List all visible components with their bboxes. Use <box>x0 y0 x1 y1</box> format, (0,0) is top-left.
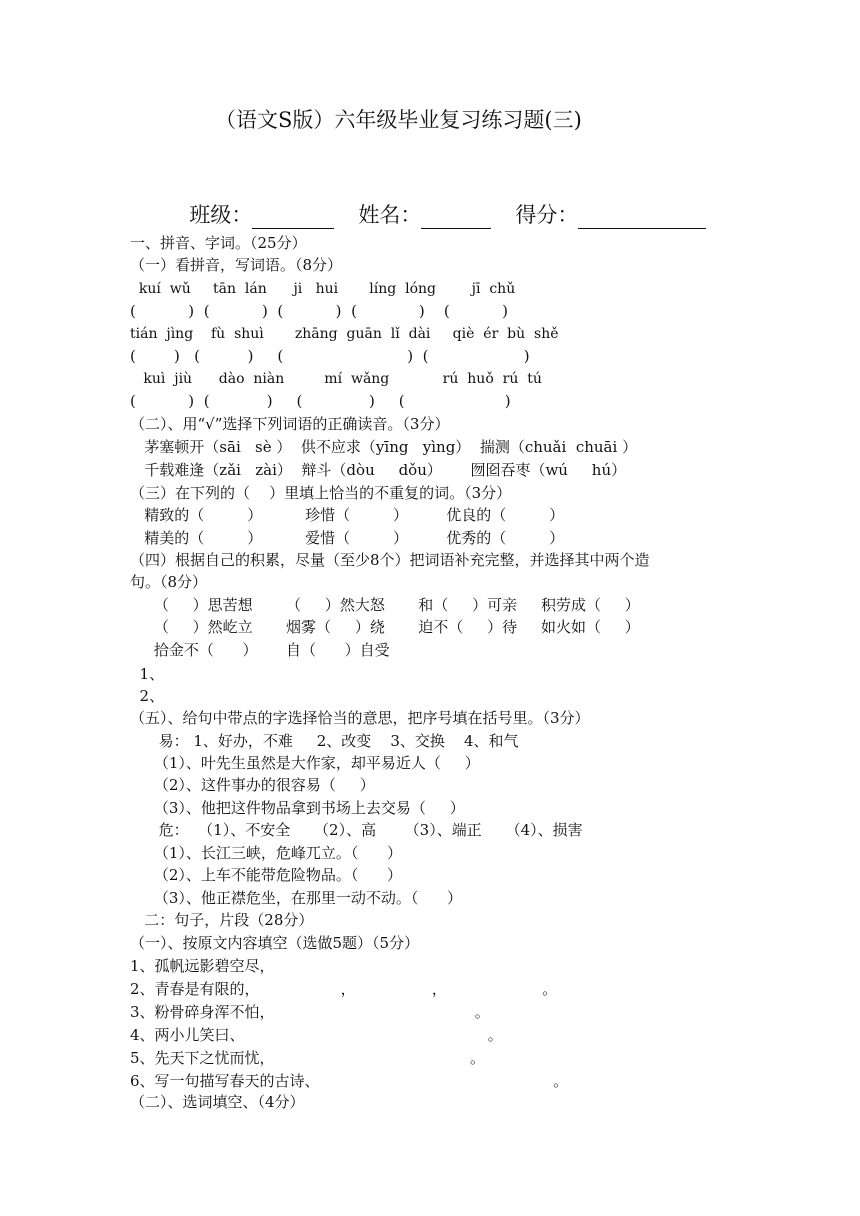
meaning-question[interactable]: （3）、他正襟危坐，在那里一动不动。（ ） <box>130 889 462 907</box>
class-label: 班级： <box>189 203 253 227</box>
sentence-answer-1[interactable]: 1、 <box>130 665 165 683</box>
meaning-question[interactable]: （2）、上车不能带危险物品。（ ） <box>130 866 402 884</box>
fill-word-row[interactable]: 精致的（ ） 珍惜（ ） 优良的（ ） <box>130 506 565 524</box>
s2-part-2-title: （二）、选词填空、（4分） <box>130 1093 305 1111</box>
part-2-title: （二）、用“√”选择下列词语的正确读音。（3分） <box>130 415 450 433</box>
name-label: 姓名： <box>358 203 422 227</box>
recite-line[interactable]: 1、孤帆远影碧空尽， <box>130 957 275 975</box>
answer-bracket-row[interactable]: ( ) ( ) ( ) ( ) ( ) <box>130 302 508 320</box>
meaning-question[interactable]: （2）、这件事办的很容易（ ） <box>130 776 375 794</box>
idiom-row[interactable]: 拾金不（ ） 自（ ）自受 <box>130 641 390 659</box>
pronunciation-row: 千载难逢（zǎi zài） 辩斗（dòu dǒu） 囫囵吞枣（wú hú） <box>130 461 627 479</box>
page-title: （语文S版）六年级毕业复习练习题(三) <box>215 108 582 132</box>
part-4-title: （四）根据自己的积累，尽量（至少8个）把词语补充完整，并选择其中两个造 <box>130 551 650 569</box>
recite-line[interactable]: 6、写一句描写春天的古诗、 。 <box>130 1072 569 1090</box>
part-3-title: （三）在下列的（ ）里填上恰当的不重复的词。（3分） <box>130 484 512 502</box>
recite-line[interactable]: 4、两小儿笑曰、 。 <box>130 1026 503 1044</box>
pinyin-row: kuí wǔ tān lán ji hui líng lóng jī chǔ <box>130 281 516 297</box>
idiom-row[interactable]: （ ）思苦想 （ ）然大怒 和（ ）可亲 积劳成（ ） <box>130 596 640 614</box>
meaning-question[interactable]: （3）、他把这件物品拿到书场上去交易（ ） <box>130 799 465 817</box>
student-info-row <box>176 173 706 229</box>
answer-bracket-row[interactable]: ( ) ( ) ( ) ( ) <box>130 347 530 365</box>
section-1-heading: 一、拼音、字词。（25分） <box>130 234 307 252</box>
part-4-title-cont: 句。（8分） <box>130 573 208 591</box>
meaning-options: 危： （1）、不安全 （2）、高 （3）、端正 （4）、损害 <box>130 821 583 839</box>
name-blank[interactable] <box>421 206 491 229</box>
pronunciation-row: 茅塞顿开（sāi sè ） 供不应求（yīng yìng） 揣测（chuǎi chuāi ） <box>130 438 638 456</box>
s2-part-1-title: （一）、按原文内容填空（选做5题）（5分） <box>130 934 420 952</box>
score-label: 得分： <box>515 203 579 227</box>
score-blank[interactable] <box>578 206 706 229</box>
part-5-title: （五）、给句中带点的字选择恰当的意思，把序号填在括号里。（3分） <box>130 709 590 727</box>
recite-line[interactable]: 3、粉骨碎身浑不怕， 。 <box>130 1003 490 1021</box>
recite-line[interactable]: 5、先天下之忧而忧， 。 <box>130 1049 486 1067</box>
meaning-options: 易： 1、好办，不难 2、改变 3、交换 4、和气 <box>130 732 519 750</box>
sentence-answer-2[interactable]: 2、 <box>130 687 165 705</box>
fill-word-row[interactable]: 精美的（ ） 爱惜（ ） 优秀的（ ） <box>130 529 565 547</box>
meaning-question[interactable]: （1）、叶先生虽然是大作家，却平易近人（ ） <box>130 754 480 772</box>
meaning-question[interactable]: （1）、长江三峡，危峰兀立。（ ） <box>130 844 402 862</box>
answer-bracket-row[interactable]: ( ) ( ) ( ) ( ) <box>130 392 511 410</box>
section-2-heading: 二：句子，片段（28分） <box>130 911 314 929</box>
pinyin-row: kuì jiù dào niàn mí wǎng rú huǒ rú tú <box>130 371 542 387</box>
recite-line[interactable]: 2、青春是有限的， ， ， 。 <box>130 980 558 998</box>
idiom-row[interactable]: （ ）然屹立 烟雾（ ）绕 迫不（ ）待 如火如（ ） <box>130 618 640 636</box>
part-1-title: （一）看拼音，写词语。（8分） <box>130 256 343 274</box>
class-blank[interactable] <box>252 206 334 229</box>
pinyin-row: tián jìng fù shuì zhāng guān lǐ dài qiè ér bù shě <box>130 326 559 342</box>
